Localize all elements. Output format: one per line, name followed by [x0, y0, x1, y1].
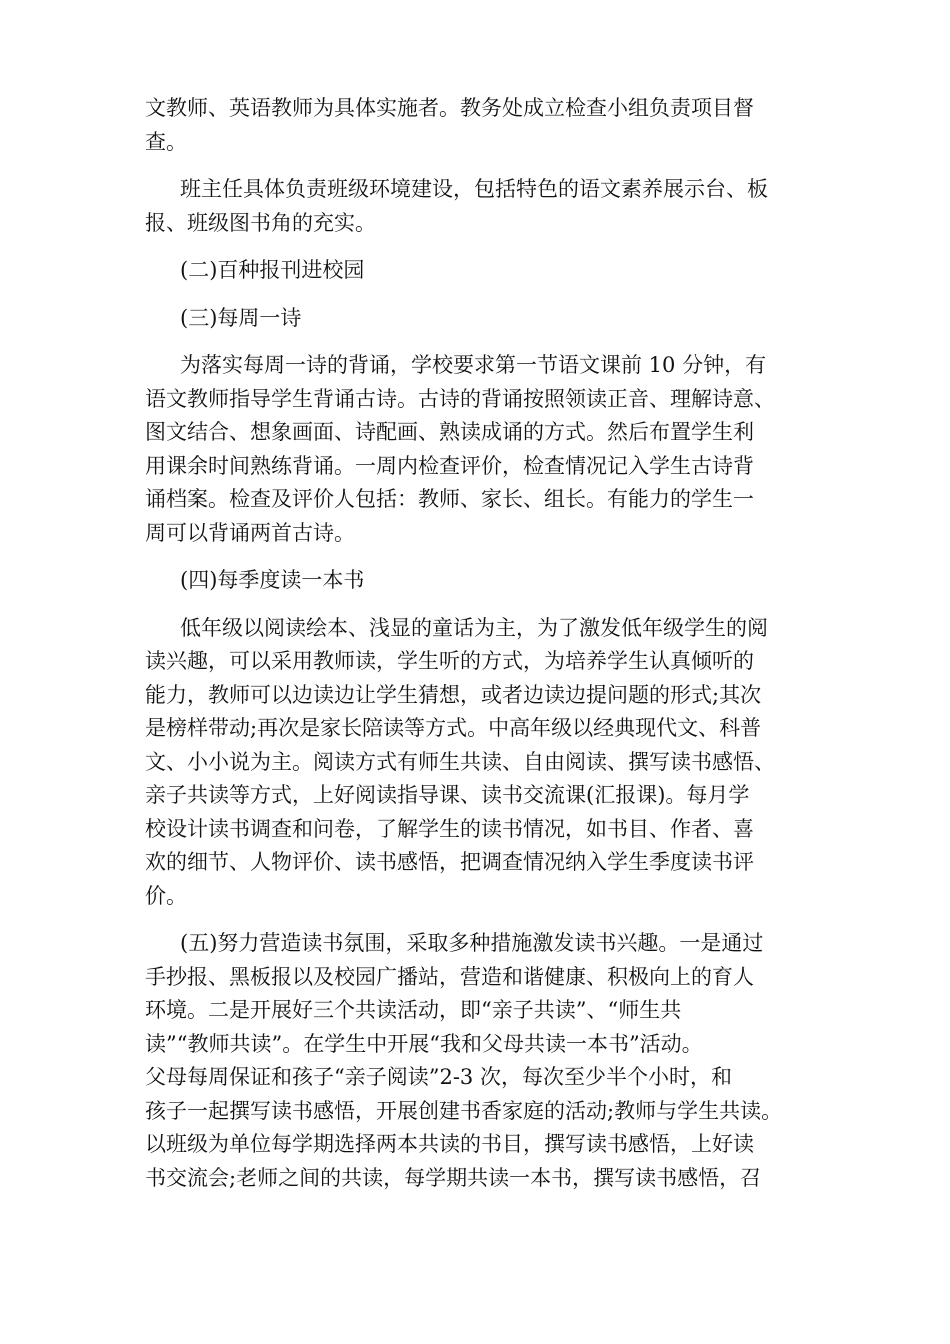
text-line: 图文结合、想象画面、诗配画、熟读成诵的方式。然后布置学生利	[145, 420, 754, 444]
section-heading-4	[145, 564, 825, 598]
text-line: 文、小小说为主。阅读方式有师生共读、自由阅读、撰写读书感悟、	[145, 749, 775, 774]
text-line: 书交流会;老师之间的共读，每学期共读一本书，撰写读书感悟，召	[145, 1165, 762, 1190]
text-line: 语文教师指导学生背诵古诗。古诗的背诵按照领读正音、理解诗意、	[145, 386, 775, 411]
text-line: 读”“教师共读”。在学生中开展“我和父母共读一本书”活动。	[145, 1031, 703, 1056]
text-line: 以班级为单位每学期选择两本共读的书目，撰写读书感悟，上好读	[145, 1132, 754, 1156]
text-line: (五)努力营造读书氛围，采取多种措施激发读书兴趣。一是通过	[180, 931, 764, 955]
text-line: 父母每周保证和孩子“亲子阅读”2-3 次，每次至少半个小时，和	[145, 1065, 732, 1089]
text-line: 孩子一起撰写读书感悟，开展创建书香家庭的活动;教师与学生共读。	[145, 1098, 783, 1123]
text-line: 手抄报、黑板报以及校园广播站，营造和谐健康、积极向上的育人	[145, 964, 754, 989]
text-line: 周可以背诵两首古诗。	[145, 520, 355, 545]
text-line: 用课余时间熟练背诵。一周内检查评价，检查情况记入学生古诗背	[145, 453, 754, 478]
text-line: (四)每季度读一本书	[180, 568, 365, 592]
text-line: 环境。二是开展好三个共读活动，即“亲子共读”、“师生共	[145, 998, 682, 1022]
document-page	[145, 92, 825, 1195]
paragraph-poem	[145, 349, 825, 550]
text-line: 文教师、英语教师为具体实施者。教务处成立检查小组负责项目督	[145, 96, 754, 120]
text-line: (二)百种报刊进校园	[180, 258, 365, 282]
text-line: (三)每周一诗	[180, 305, 302, 330]
text-line: 班主任具体负责班级环境建设，包括特色的语文素养展示台、板	[180, 177, 768, 201]
text-line: 读兴趣，可以采用教师读，学生听的方式，为培养学生认真倾听的	[145, 649, 754, 673]
section-heading-2	[145, 254, 825, 288]
text-line: 价。	[145, 883, 187, 908]
text-line: 能力，教师可以边读边让学生猜想，或者边读边提问题的形式;其次	[145, 682, 762, 707]
text-line: 查。	[145, 129, 187, 154]
paragraph-atmosphere	[145, 927, 825, 1195]
section-heading-3	[145, 302, 825, 336]
paragraph-1	[145, 92, 825, 159]
paragraph-2	[145, 173, 825, 240]
paragraph-reading	[145, 612, 825, 914]
text-line: 报、班级图书角的充实。	[145, 210, 376, 235]
text-line: 校设计读书调查和问卷，了解学生的读书情况，如书目、作者、喜	[145, 816, 754, 841]
text-line: 欢的细节、人物评价、读书感悟，把调查情况纳入学生季度读书评	[145, 850, 754, 874]
text-line: 是榜样带动;再次是家长陪读等方式。中高年级以经典现代文、科普	[145, 716, 762, 740]
text-line: 诵档案。检查及评价人包括：教师、家长、组长。有能力的学生一	[145, 487, 754, 511]
text-line: 低年级以阅读绘本、浅显的童话为主，为了激发低年级学生的阅	[180, 615, 768, 640]
text-line: 亲子共读等方式，上好阅读指导课、读书交流课(汇报课)。每月学	[145, 783, 750, 807]
text-line: 为落实每周一诗的背诵，学校要求第一节语文课前 10 分钟，有	[180, 353, 767, 377]
